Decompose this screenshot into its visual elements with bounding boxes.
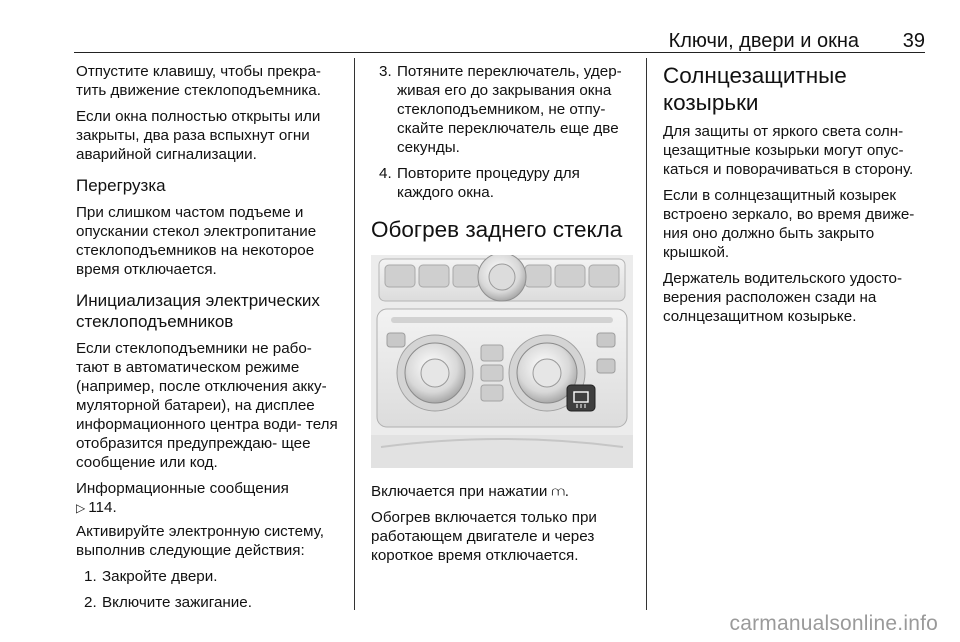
column-3 xyxy=(663,62,931,333)
page-reference-link[interactable]: 114. xyxy=(88,499,117,516)
page-number: 39 xyxy=(902,30,925,52)
list-item xyxy=(76,593,348,612)
triangle-right-icon: ▷ xyxy=(76,501,86,515)
paragraph: Для защиты от яркого света солн‐ цезащитные козырьки могут опус‐ каться и поворачиваться в сторону. xyxy=(663,123,914,178)
paragraph-rear-defrost-activation xyxy=(371,482,635,501)
list-text: Повторите процедуру для каждого окна. xyxy=(397,165,580,201)
list-number: 4. xyxy=(379,165,392,182)
column-divider-1 xyxy=(354,58,355,610)
climate-control-panel-image xyxy=(371,255,633,468)
header-rule xyxy=(74,52,925,53)
list-number: 1. xyxy=(84,568,97,585)
heading-rear-window-heating: Обогрев заднего стекла xyxy=(371,217,623,242)
paragraph: Если в солнцезащитный козырек встроено зеркало, во время движе‐ ния оно должно быть закрыто крышкой. xyxy=(663,187,915,261)
list-number: 3. xyxy=(379,63,392,80)
heading-overload: Перегрузка xyxy=(76,176,166,195)
heading-initialization: Инициализация электрических стеклоподъемников xyxy=(76,291,320,331)
paragraph: Держатель водительского удосто‐ верения расположен сзади на солнцезащитном козырьке. xyxy=(663,270,903,325)
list-item xyxy=(371,62,635,157)
list-text: Потяните переключатель, удер‐ живая его до закрывания окна стеклоподъемником, не отпу‐ скайте переключатель еще две секунды. xyxy=(397,63,622,156)
paragraph: При слишком частом подъеме и опускании стекол электропитание стеклоподъемников на некоторое время отключается. xyxy=(76,204,317,278)
paragraph: Отпустите клавишу, чтобы прекра‐ тить движение стеклоподъемника. xyxy=(76,63,321,99)
list-item xyxy=(371,164,635,202)
column-2 xyxy=(371,62,635,572)
column-divider-2 xyxy=(646,58,647,610)
list-text: Включите зажигание. xyxy=(102,594,252,611)
column-1 xyxy=(76,62,348,619)
info-messages-text: Информационные сообщения xyxy=(76,480,289,497)
paragraph: Если стеклоподъемники не рабо‐ тают в автоматическом режиме (например, после отключения акку‐ муляторной батареи), на дисплее информационного центра води‐ теля отобразится предупреждаю‐ щее сообщение или код. xyxy=(76,340,338,471)
rear-window-heating-icon: ⩋ xyxy=(551,484,565,499)
list-text: Закройте двери. xyxy=(102,568,218,585)
page-header xyxy=(74,30,925,52)
section-title: Ключи, двери и окна xyxy=(668,30,859,52)
activation-text: Включается при нажатии xyxy=(371,483,548,500)
heading-sun-visors: Солнцезащитные козырьки xyxy=(663,63,847,115)
list-item xyxy=(76,567,348,586)
watermark-text: carmanualsonline.info xyxy=(729,612,938,635)
paragraph: Если окна полностью открыты или закрыты, два раза вспыхнут огни аварийной сигнализации. xyxy=(76,108,321,163)
activation-period: . xyxy=(564,483,570,500)
list-number: 2. xyxy=(84,594,97,611)
paragraph: Обогрев включается только при работающем двигателе и через короткое время отключается. xyxy=(371,509,597,564)
paragraph: Активируйте электронную систему, выполнив следующие действия: xyxy=(76,523,324,559)
paragraph-info-messages xyxy=(76,479,348,518)
